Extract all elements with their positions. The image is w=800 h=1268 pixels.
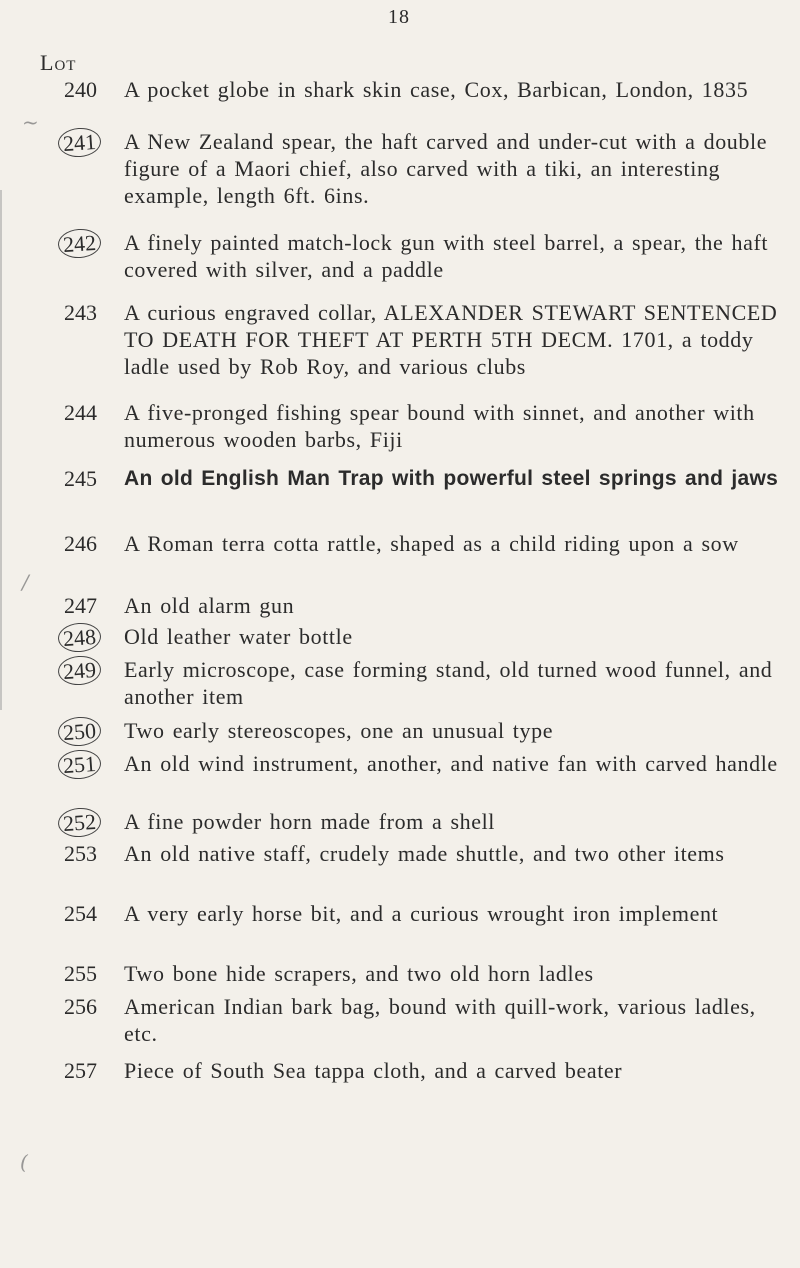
lot-number (64, 399, 122, 426)
lot-description: A fine powder horn made from a shell (124, 809, 496, 834)
lot-number (64, 465, 122, 492)
lot-number-text: 251 (57, 749, 102, 781)
lot-number-text: 255 (64, 961, 97, 986)
lot-number (64, 530, 122, 557)
lot-number (64, 656, 122, 685)
lot-number (64, 623, 122, 652)
lot-number-text: 248 (57, 622, 102, 654)
lot-number (64, 993, 122, 1020)
lot-number (64, 128, 122, 157)
lot-description: An old alarm gun (124, 593, 295, 618)
lot-description: A New Zealand spear, the haft carved and under-cut with a double figure of a Maori chief, also carved with a tiki, an interesting example, length 6ft. 6ins. (124, 129, 768, 208)
pencil-margin-mark (0, 190, 38, 710)
lot-number-text: 242 (57, 228, 102, 260)
lot-number (64, 750, 122, 779)
lot-number (64, 76, 122, 103)
lot-number-text: 245 (64, 466, 97, 491)
lot-description: Piece of South Sea tappa cloth, and a carved beater (124, 1058, 623, 1083)
pencil-scribble: / (22, 570, 29, 594)
lot-description: Early microscope, case forming stand, old turned wood funnel, and another item (124, 657, 773, 709)
lot-description: A five-pronged fishing spear bound with sinnet, and another with numerous wooden barbs, Fiji (124, 400, 755, 452)
lot-number-text: 241 (57, 127, 102, 159)
lot-column-header: Lot (40, 50, 77, 75)
lot-description: Old leather water bottle (124, 624, 353, 649)
lot-description: Two bone hide scrapers, and two old horn ladles (124, 961, 594, 986)
lot-number-text: 243 (64, 300, 97, 325)
lot-description: A Roman terra cotta rattle, shaped as a child riding upon a sow (124, 531, 739, 556)
lot-description: A pocket globe in shark skin case, Cox, Barbican, London, 1835 (124, 77, 749, 102)
lot-description: An old English Man Trap with powerful steel springs and jaws (124, 467, 779, 490)
lot-description: Two early stereoscopes, one an unusual type (124, 718, 554, 743)
lot-number-text: 240 (64, 77, 97, 102)
lot-number (64, 717, 122, 746)
lot-number (64, 592, 122, 619)
lot-number-text: 247 (64, 593, 97, 618)
lot-number (64, 229, 122, 258)
page-number: 18 (388, 6, 410, 28)
lot-number-text: 244 (64, 400, 97, 425)
pencil-scribble: ~ (22, 110, 39, 134)
lot-description: A curious engraved collar, ALEXANDER STEWART SENTENCED TO DEATH FOR THEFT AT PERTH 5TH DECM. 1701, a toddy ladle used by Rob Roy, and various clubs (124, 300, 778, 379)
lot-description: American Indian bark bag, bound with quill-work, various ladles, etc. (124, 994, 756, 1046)
lot-number-text: 246 (64, 531, 97, 556)
lot-number (64, 900, 122, 927)
lot-number-text: 257 (64, 1058, 97, 1083)
lot-description: An old wind instrument, another, and native fan with carved handle (124, 751, 778, 776)
lot-description: A finely painted match-lock gun with steel barrel, a spear, the haft covered with silver, and a paddle (124, 230, 769, 282)
lot-number (64, 840, 122, 867)
lot-number-text: 256 (64, 994, 97, 1019)
lot-number (64, 960, 122, 987)
lot-description: A very early horse bit, and a curious wrought iron implement (124, 901, 719, 926)
lot-number-text: 254 (64, 901, 97, 926)
lot-number (64, 808, 122, 837)
lot-number (64, 1057, 122, 1084)
lot-number-text: 252 (57, 807, 102, 839)
lot-number-text: 249 (57, 655, 102, 687)
lot-number-text: 253 (64, 841, 97, 866)
lot-number (64, 299, 122, 326)
pencil-scribble: ( (20, 1150, 28, 1174)
lot-description: An old native staff, crudely made shuttle, and two other items (124, 841, 725, 866)
lot-number-text: 250 (57, 716, 102, 748)
